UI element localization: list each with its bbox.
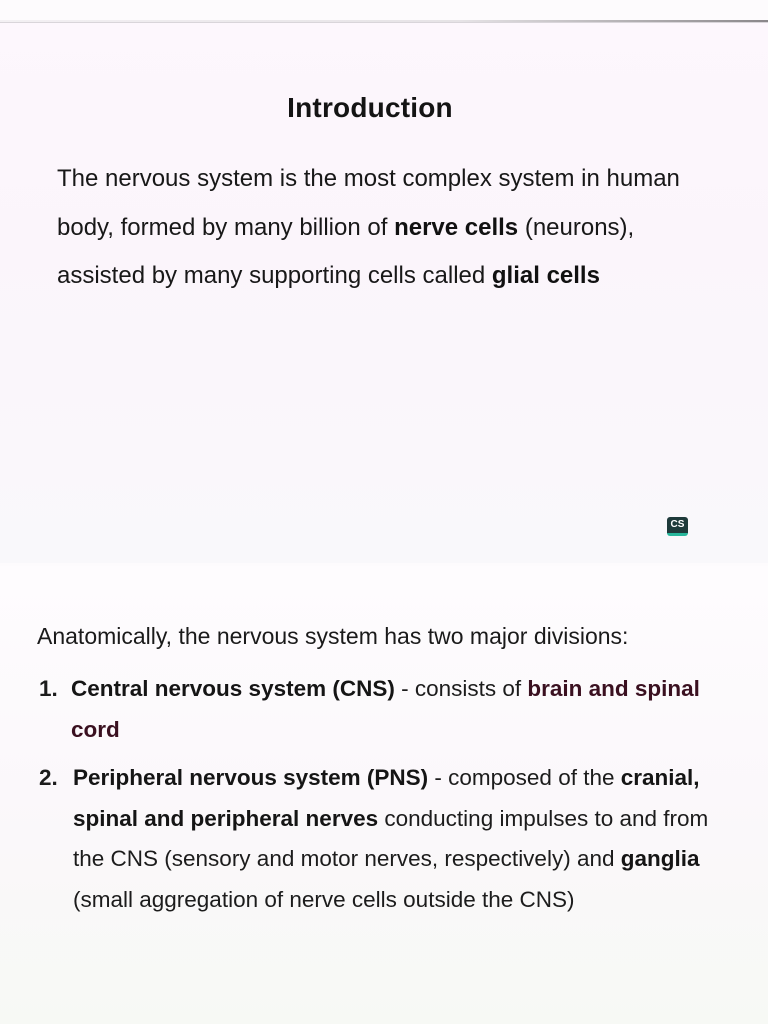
intro-text-2: (neurons), assisted by many supporting cells called — [57, 213, 635, 289]
slide-introduction — [0, 22, 768, 563]
page-title: Introduction — [287, 91, 453, 123]
item-text: (small aggregation of nerve cells outside the CNS) — [73, 886, 575, 912]
term-glial-cells: glial cells — [491, 262, 600, 289]
camscanner-logo-icon: CS — [667, 517, 688, 536]
term-nerve-cells: nerve cells — [394, 213, 519, 241]
item-text: - consists of — [394, 676, 528, 701]
intro-paragraph — [57, 155, 717, 301]
list-item — [0, 669, 740, 750]
list-item — [0, 758, 740, 920]
term-pns: Peripheral nervous system (PNS) — [73, 765, 429, 790]
term-brain-spinal-cord: brain and spinal cord — [71, 676, 700, 742]
term-ganglia: ganglia — [620, 846, 700, 871]
divisions-lead: Anatomically, the nervous system has two major divisions: — [37, 623, 629, 649]
intro-text-1: The nervous system is the most complex system in human body, formed by many billion of — [57, 165, 680, 241]
list-item-number: 1. — [39, 676, 58, 701]
item-text: conducting impulses to and from the CNS (sensory and motor nerves, respectively) and — [73, 805, 709, 871]
slide-divisions — [0, 566, 768, 1024]
term-cns: Central nervous system (CNS) — [71, 676, 395, 701]
item-text: - composed of the — [428, 765, 621, 790]
term-nerves: cranial, spinal and peripheral nerves — [73, 765, 700, 831]
divisions-list — [0, 669, 740, 928]
list-item-number: 2. — [39, 765, 58, 790]
